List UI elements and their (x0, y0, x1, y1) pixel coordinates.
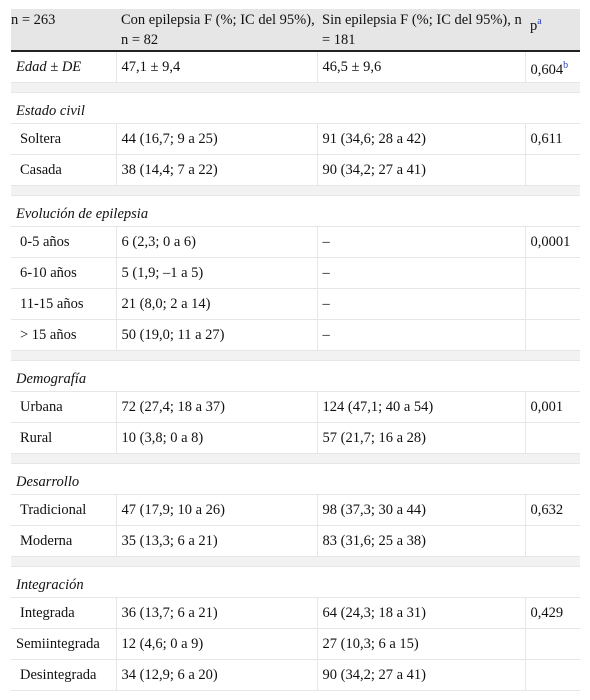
cell-p (525, 155, 580, 186)
cell-p (525, 51, 580, 83)
row-label: Casada (11, 155, 116, 186)
row-label: 11-15 años (11, 289, 116, 320)
header-p-value (525, 9, 580, 51)
row-label: > 15 años (11, 320, 116, 351)
cell-p (525, 258, 580, 289)
section-title: Estado civil (11, 93, 580, 124)
table-row (11, 495, 580, 526)
cell-p (525, 660, 580, 691)
section-row (11, 93, 580, 124)
cell-sin: 27 (10,3; 6 a 15) (317, 629, 525, 660)
cell-sin: 98 (37,3; 30 a 44) (317, 495, 525, 526)
cell-sin: – (317, 289, 525, 320)
p-value: 0,604 (530, 61, 564, 78)
cell-sin: 124 (47,1; 40 a 54) (317, 392, 525, 423)
cell-p (525, 629, 580, 660)
spacer-row (11, 186, 580, 196)
section-title: Integración (11, 567, 580, 598)
table-row (11, 124, 580, 155)
table-row (11, 289, 580, 320)
spacer-row (11, 351, 580, 361)
table-row (11, 598, 580, 629)
cell-sin: – (317, 227, 525, 258)
cell-p: 0,632 (525, 495, 580, 526)
cell-p (525, 320, 580, 351)
table-row (11, 51, 580, 83)
table-row (11, 392, 580, 423)
cell-sin: – (317, 258, 525, 289)
header-con-epilepsia: Con epilepsia F (%; IC del 95%), n = 82 (116, 9, 317, 51)
cell-sin: 64 (24,3; 18 a 31) (317, 598, 525, 629)
row-label: Soltera (11, 124, 116, 155)
row-label: 6-10 años (11, 258, 116, 289)
cell-p: 0,001 (525, 392, 580, 423)
table-row (11, 258, 580, 289)
row-label: Rural (11, 423, 116, 454)
section-title: Demografía (11, 361, 580, 392)
footnote-link-a[interactable]: a (537, 16, 542, 27)
cell-sin: – (317, 320, 525, 351)
cell-con: 5 (1,9; –1 a 5) (116, 258, 317, 289)
spacer-row (11, 454, 580, 464)
section-row (11, 567, 580, 598)
row-label: Desintegrada (11, 660, 116, 691)
row-label: Semiintegrada (11, 629, 116, 660)
footnote-link-b[interactable]: b (563, 60, 569, 72)
section-title: Desarrollo (11, 464, 580, 495)
cell-sin: 83 (31,6; 25 a 38) (317, 526, 525, 557)
section-row (11, 196, 580, 227)
header-sin-epilepsia: Sin epilepsia F (%; IC del 95%), n = 181 (317, 9, 525, 51)
table-row (11, 423, 580, 454)
cell-con: 10 (3,8; 0 a 8) (116, 423, 317, 454)
spacer-row (11, 83, 580, 93)
row-label: 0-5 años (11, 227, 116, 258)
cell-con: 44 (16,7; 9 a 25) (116, 124, 317, 155)
cell-con: 72 (27,4; 18 a 37) (116, 392, 317, 423)
cell-sin: 90 (34,2; 27 a 41) (317, 660, 525, 691)
cell-sin: 57 (21,7; 16 a 28) (317, 423, 525, 454)
cell-sin: 91 (34,6; 28 a 42) (317, 124, 525, 155)
row-label: Edad ± DE (11, 51, 116, 83)
header-p-label: p (530, 17, 538, 34)
section-title: Evolución de epilepsia (11, 196, 580, 227)
table-row (11, 155, 580, 186)
table-row (11, 629, 580, 660)
section-row (11, 464, 580, 495)
row-label: Integrada (11, 598, 116, 629)
table-row (11, 526, 580, 557)
cell-p (525, 289, 580, 320)
cell-sin: 90 (34,2; 27 a 41) (317, 155, 525, 186)
table-row (11, 320, 580, 351)
cell-con: 47 (17,9; 10 a 26) (116, 495, 317, 526)
row-label: Moderna (11, 526, 116, 557)
cell-p (525, 526, 580, 557)
row-label: Tradicional (11, 495, 116, 526)
table-row (11, 227, 580, 258)
cell-p: 0,611 (525, 124, 580, 155)
cell-con: 12 (4,6; 0 a 9) (116, 629, 317, 660)
cell-con: 38 (14,4; 7 a 22) (116, 155, 317, 186)
section-row (11, 361, 580, 392)
cell-sin: 46,5 ± 9,6 (317, 51, 525, 83)
cell-con: 34 (12,9; 6 a 20) (116, 660, 317, 691)
spacer-row (11, 557, 580, 567)
cell-con: 36 (13,7; 6 a 21) (116, 598, 317, 629)
cell-p: 0,429 (525, 598, 580, 629)
cell-con: 6 (2,3; 0 a 6) (116, 227, 317, 258)
table-row (11, 660, 580, 691)
cell-con: 35 (13,3; 6 a 21) (116, 526, 317, 557)
cell-p (525, 423, 580, 454)
results-table (11, 9, 580, 691)
cell-con: 47,1 ± 9,4 (116, 51, 317, 83)
header-n-total: n = 263 (11, 9, 116, 51)
cell-con: 50 (19,0; 11 a 27) (116, 320, 317, 351)
cell-con: 21 (8,0; 2 a 14) (116, 289, 317, 320)
table-header-row (11, 9, 580, 51)
row-label: Urbana (11, 392, 116, 423)
cell-p: 0,0001 (525, 227, 580, 258)
